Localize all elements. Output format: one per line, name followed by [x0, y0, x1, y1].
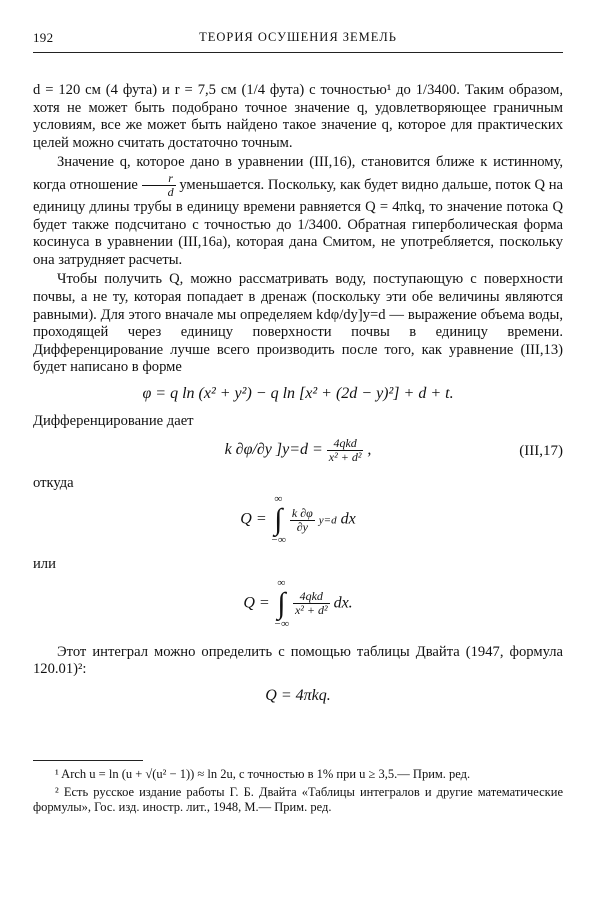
paragraph-2 — [33, 154, 563, 269]
eq17-left-side: k ∂φ/∂y ]y=d — [224, 440, 308, 458]
label-differentiation: Дифференцирование дает — [33, 412, 194, 429]
paragraph-2-part-a: Значение q, которое дано в уравнении (III,16), становится ближе к истинному, когда отношение — [33, 154, 563, 193]
eq17-fraction — [327, 437, 364, 464]
equation-phi — [33, 377, 563, 413]
eq17-numerator: 4qkd — [327, 437, 364, 451]
integral-lower-limit: −∞ — [270, 534, 286, 547]
integral-sign-2: ∞ ∫ −∞ — [273, 576, 289, 630]
label-otkuda: откуда — [33, 474, 74, 491]
integral-sign-1: ∞ ∫ −∞ — [270, 493, 286, 547]
equation-final — [33, 679, 563, 715]
ratio-r-d-fraction — [142, 172, 176, 199]
paragraph-3: Чтобы получить Q, можно рассматривать воду, поступающую с поверхности почвы, а не ту, которая попадает в дренаж (поскольку эти обе величины являются равными). Для этого вначале мы определяем kdφ/dy]y=d — выражение объема воды, проходящей через единицу поверхности почвы в единицу времени. Дифференцирование лучше всего производить после того, как уравнение (III,13) будет написано в форме — [33, 271, 563, 376]
equation-III-17: k ∂φ/∂y ]y=d = $\frac{\text{4qkd}}{\text{x² + d²}}$ , (III,17) — [224, 435, 563, 464]
eq-Q2-denominator: x² + d² — [294, 603, 328, 618]
footnotes — [33, 760, 563, 818]
equation-final-formula: Q = 4πkq. — [265, 686, 331, 704]
running-title: ТЕОРИЯ ОСУШЕНИЯ ЗЕМЕЛЬ — [199, 30, 397, 44]
footnote-2: ² Есть русское издание работы Г. Б. Двайта «Таблицы интегралов и другие математические формулы», Гос. изд. иностр. лит., 1948, М.— Прим. ред. — [33, 784, 563, 814]
page-number: 192 — [33, 30, 54, 45]
equation-number: (III,17) — [519, 442, 563, 459]
eq-Q2-numerator: 4qkd — [293, 590, 330, 604]
fraction-denominator: d — [167, 184, 174, 199]
footnote-divider — [33, 760, 143, 761]
footnote-1: ¹ Arch u = ln (u + √(u² − 1)) ≈ ln 2u, с точностью в 1% при u ≥ 3,5.— Прим. ред. — [55, 767, 471, 781]
running-header — [33, 30, 563, 53]
label-ili: или — [33, 556, 56, 573]
equation-Q-integral-1: Q = ∞ ∫ −∞ $\frac{k \partial\varphi}{\partial y}$ y=d dx — [240, 493, 356, 547]
paragraph-2-part-b: уменьшается. Поскольку, как будет видно дальше, поток Q на единицу длины трубы в единицу времени равняется Q = 4πkq, то значение потока Q будет также подсчитано с точностью до 1/3400. Обратная гиперболическая форма косинуса в уравнении (III,16а), которая дана Смитом, не употребляется, поскольку она затрудняет расчеты. — [33, 176, 563, 268]
equation-phi-formula: φ = q ln (x² + y²) − q ln [x² + (2d − y)²] + d + t. — [142, 384, 454, 402]
integral-upper-limit: ∞ — [274, 493, 283, 506]
equation-Q-integral-2: Q = ∞ ∫ −∞ $\frac{\text{4qkd}}{\text{x² + d²}}$ dx. — [243, 576, 353, 630]
eq17-denominator: x² + d² — [328, 449, 362, 464]
paragraph-4: Этот интеграл можно определить с помощью таблицы Двайта (1947, формула 120.01)²: — [33, 643, 563, 678]
main-text — [33, 82, 563, 715]
fraction-numerator: r — [142, 172, 176, 186]
paragraph-1: d = 120 см (4 фута) и r = 7,5 см (1/4 фута) с точностью¹ до 1/3400. Таким образом, хотя не может быть подобрано точное значение q, удовлетворяющее граничным условиям, все же может быть найдено такое значение q, которое для практических целей можно считать достаточно точным. — [33, 82, 563, 151]
eq-Q2-fraction — [293, 590, 330, 617]
